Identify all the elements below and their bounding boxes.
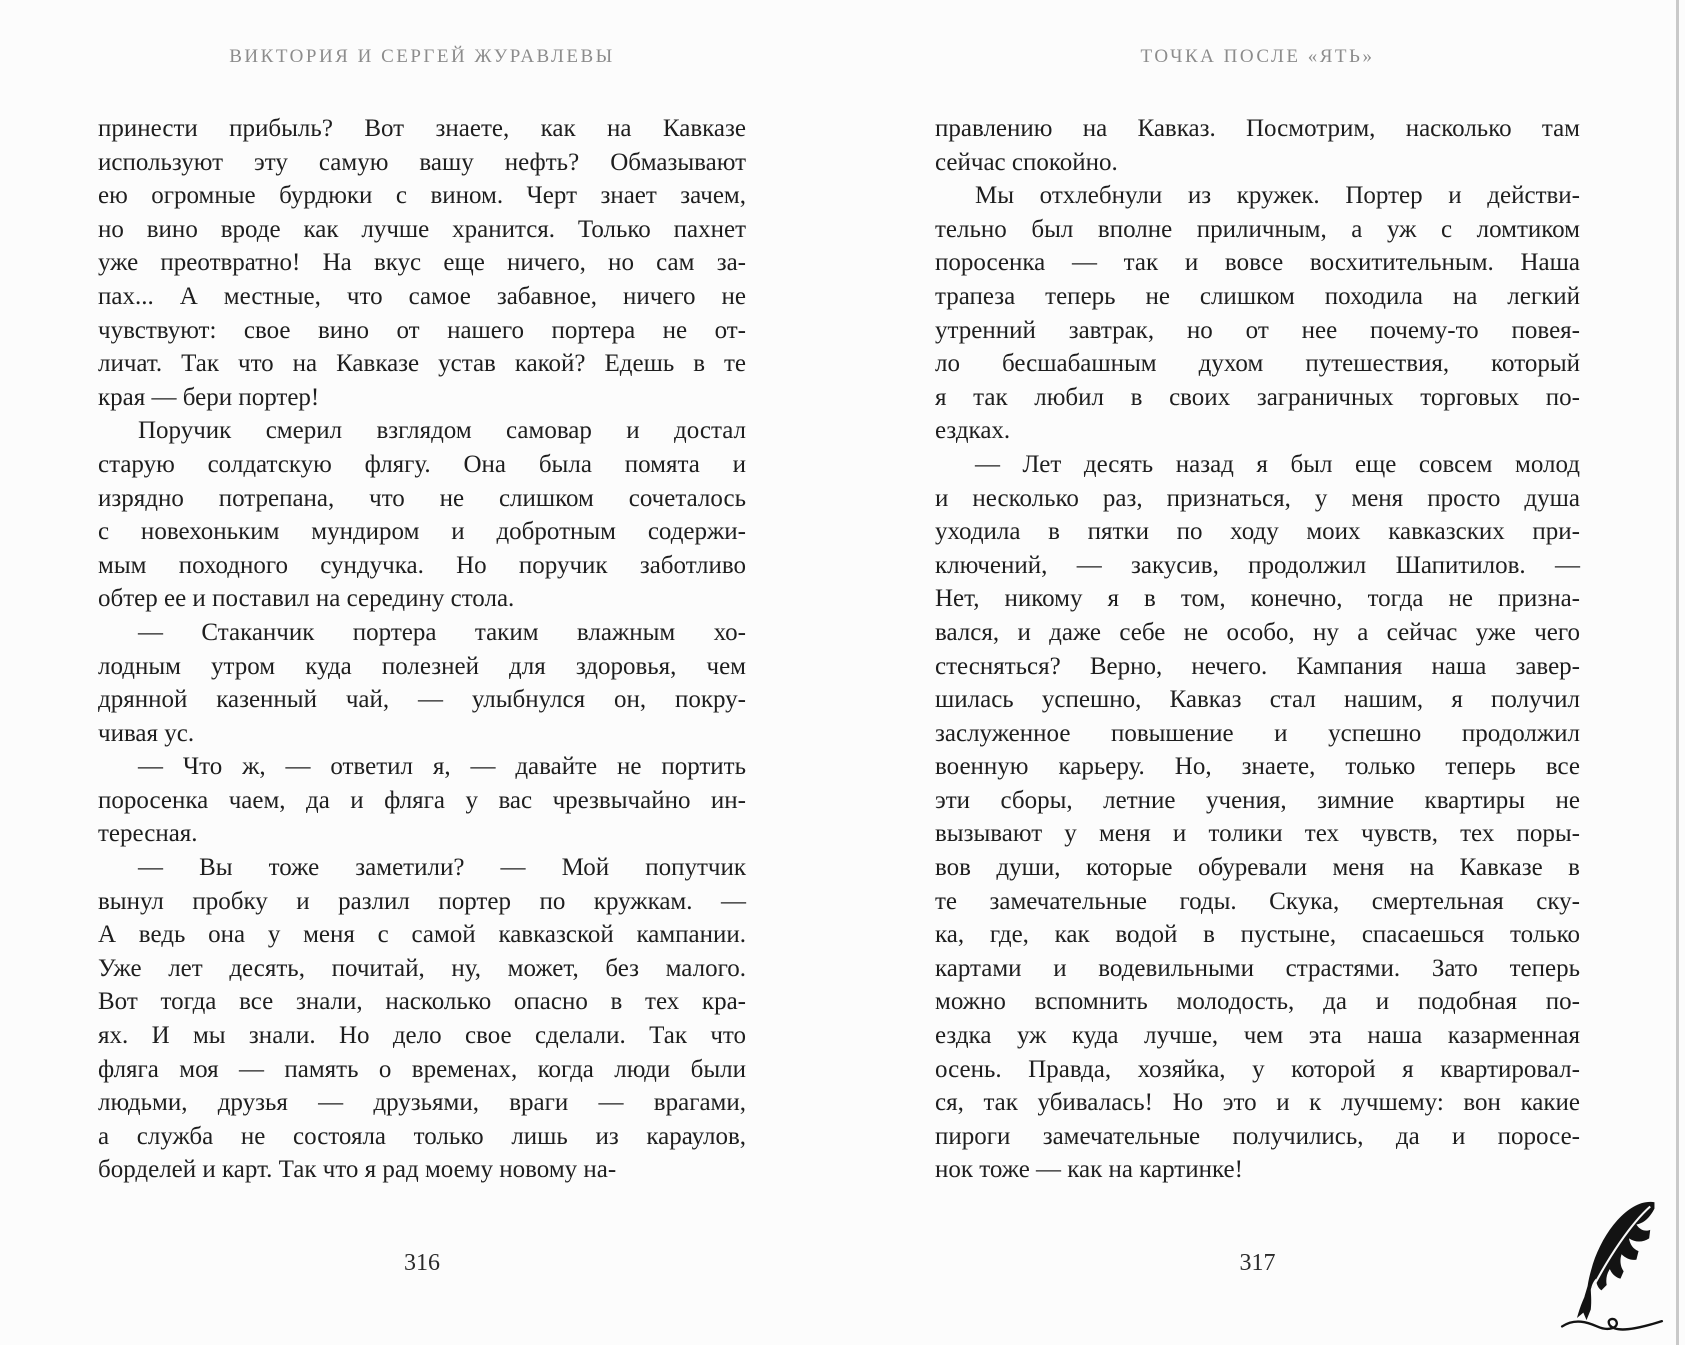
text-line: сейчас спокойно. [935, 148, 1118, 176]
text-line: осень. Правда, хозяйка, у которой я квартировал- [935, 1055, 1580, 1083]
text-line: а служба не состояла только лишь из караулов, [98, 1122, 746, 1150]
page-number-left: 316 [404, 1250, 440, 1276]
page-left [98, 0, 746, 1345]
text-line: правлению на Кавказ. Посмотрим, насколько там [935, 115, 1580, 142]
text-line: вов души, которые обуревали меня на Кавказе в [935, 854, 1580, 882]
body-text-left [98, 112, 746, 1187]
text-line: шилась успешно, Кавказ стал нашим, я получил [935, 686, 1580, 714]
text-line: старую солдатскую флягу. Она была помята и [98, 450, 746, 478]
text-line: чувствуют: свое вино от нашего портера не от- [98, 316, 746, 344]
text-line: обтер ее и поставил на середину стола. [98, 585, 515, 613]
text-line: вался, и даже себе не особо, ну а сейчас уже чего [935, 618, 1580, 646]
body-text-right [935, 112, 1580, 1187]
text-line: фляга моя — память о временах, когда люди были [98, 1055, 746, 1083]
text-line: — Лет десять назад я был еще совсем молод [975, 450, 1580, 478]
text-line: — Стаканчик портера таким влажным хо- [138, 618, 746, 646]
text-line: Нет, никому я в том, конечно, тогда не призна- [935, 585, 1580, 613]
text-line: пах... А местные, что самое забавное, ничего не [98, 282, 746, 310]
text-line: чивая ус. [98, 719, 195, 747]
text-line: стесняться? Верно, нечего. Кампания наша завер- [935, 652, 1580, 680]
text-line: принести прибыль? Вот знаете, как на Кавказе [98, 115, 746, 142]
text-line: и несколько раз, признаться, у меня просто душа [935, 484, 1580, 512]
page-number-right: 317 [1239, 1250, 1276, 1276]
text-line: ка, где, как водой в пустыне, спасаешься только [935, 921, 1580, 949]
text-line: картами и водевильными страстями. Зато теперь [935, 954, 1580, 982]
paragraph [98, 112, 746, 414]
paragraph [98, 750, 746, 851]
text-line: лодным утром куда полезней для здоровья, чем [98, 652, 746, 680]
paragraph [935, 179, 1580, 448]
text-line: ло бесшабашным духом путешествия, который [935, 350, 1580, 378]
running-head-right: ТОЧКА ПОСЛЕ «ЯТЬ» [1140, 46, 1375, 67]
text-line: — Вы тоже заметили? — Мой попутчик [138, 854, 746, 882]
text-line: мым походного сундучка. Но поручик заботливо [98, 551, 746, 579]
text-line: поросенка чаем, да и фляга у вас чрезвычайно ин- [98, 786, 746, 814]
text-line: трапеза теперь не слишком походила на легкий [935, 282, 1580, 310]
text-line: уходила в пятки по ходу моих кавказских при- [935, 518, 1580, 546]
text-line: вызывают у меня и толики тех чувств, тех поры- [935, 820, 1580, 848]
paragraph [935, 448, 1580, 1187]
text-line: Уже лет десять, почитай, ну, может, без малого. [98, 954, 746, 982]
text-line: А ведь она у меня с самой кавказской кампании. [98, 921, 746, 949]
text-line: Вот тогда все знали, насколько опасно в тех кра- [98, 988, 746, 1016]
text-line: людьми, друзья — друзьями, враги — врагами, [98, 1089, 746, 1117]
text-line: ключений, — закусив, продолжил Шапитилов. — [935, 551, 1580, 579]
text-line: ездка уж куда лучше, чем эта наша казарменная [935, 1022, 1580, 1050]
text-line: изрядно потрепана, что не слишком сочеталось [98, 484, 746, 512]
text-line: тельно был вполне приличным, а уж с ломтиком [935, 215, 1580, 243]
text-line: ездках. [935, 417, 1011, 445]
text-line: пироги замечательные получились, да и поросе- [935, 1122, 1580, 1150]
text-line: Поручик смерил взглядом самовар и достал [138, 417, 746, 445]
text-line: — Что ж, — ответил я, — давайте не портить [138, 753, 746, 781]
text-line: но вино вроде как лучше хранится. Только пахнет [98, 215, 746, 243]
paragraph [98, 616, 746, 750]
text-line: используют эту самую вашу нефть? Обмазывают [98, 148, 746, 176]
text-line: те замечательные годы. Скука, смертельная ску- [935, 887, 1580, 915]
text-line: ся, так убивалась! Но это и к лучшему: вон какие [935, 1089, 1580, 1117]
text-line: можно вспомнить молодость, да и подобная по- [935, 988, 1580, 1016]
paragraph [935, 112, 1580, 179]
text-line: борделей и карт. Так что я рад моему новому на- [98, 1156, 617, 1184]
text-line: дрянной казенный чай, — улыбнулся он, покру- [98, 686, 746, 714]
text-line: тересная. [98, 820, 198, 848]
text-line: личат. Так что на Кавказе устав какой? Едешь в те [98, 350, 746, 378]
text-line: ях. И мы знали. Но дело свое сделали. Так что [98, 1022, 746, 1050]
paragraph [98, 414, 746, 616]
text-line: Мы отхлебнули из кружек. Портер и действи- [975, 182, 1580, 210]
text-line: поросенка — так и вовсе восхитительным. Наша [935, 249, 1580, 277]
text-line: вынул пробку и разлил портер по кружкам. — [98, 887, 746, 915]
text-line: нок тоже — как на картинке! [935, 1156, 1243, 1184]
text-line: края — бери портер! [98, 383, 320, 411]
quill-icon [1558, 1198, 1666, 1336]
text-line: эти сборы, летние учения, зимние квартиры не [935, 786, 1580, 814]
page-right [935, 0, 1580, 1345]
page-edge-line [1676, 0, 1679, 1345]
text-line: ею огромные бурдюки с вином. Черт знает зачем, [98, 182, 746, 210]
text-line: заслуженное повышение и успешно продолжил [935, 719, 1580, 747]
text-line: утренний завтрак, но от нее почему-то повея- [935, 316, 1580, 344]
text-line: я так любил в своих заграничных торговых по- [935, 383, 1580, 411]
running-head-left: ВИКТОРИЯ И СЕРГЕЙ ЖУРАВЛЕВЫ [229, 46, 615, 67]
text-line: с новехоньким мундиром и добротным содержи- [98, 518, 746, 546]
text-line: уже преотвратно! На вкус еще ничего, но сам за- [98, 249, 746, 277]
paragraph [98, 851, 746, 1187]
text-line: военную карьеру. Но, знаете, только теперь все [935, 753, 1580, 781]
